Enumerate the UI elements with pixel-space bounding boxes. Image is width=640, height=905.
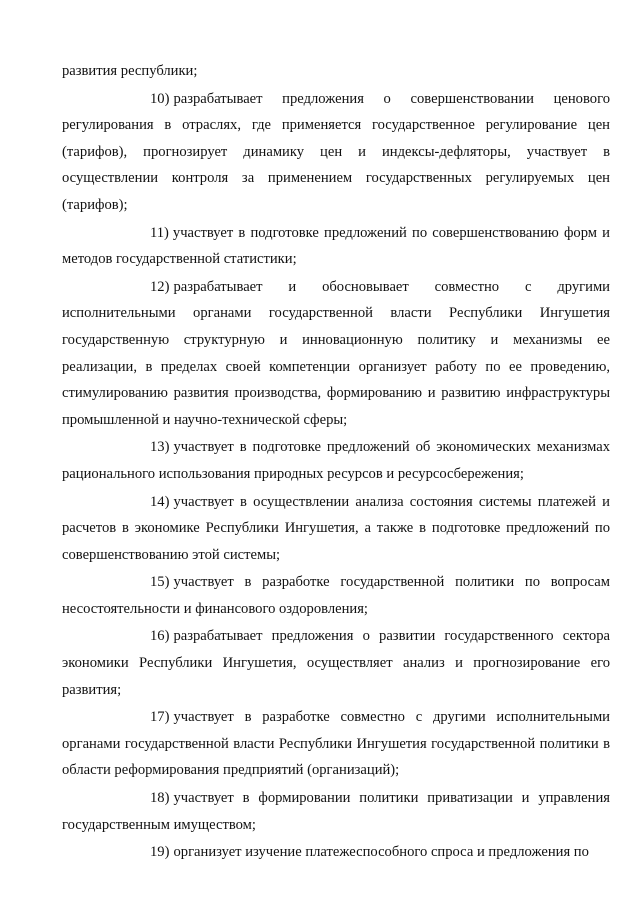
item-number: 13) [150, 439, 170, 456]
item-number: 12) [150, 278, 170, 295]
item-number: 19) [150, 844, 170, 861]
list-item [62, 569, 610, 622]
list-item [62, 220, 610, 273]
item-text: участвует в разработке совместно с другими исполнительными органами государственной власти Республики Ингушетия государственной политики в области реформирования предприятий (организаций); [62, 709, 610, 779]
list-item [62, 434, 610, 487]
item-number: 16) [150, 628, 170, 645]
item-number: 17) [150, 709, 170, 726]
list-item [62, 86, 610, 219]
item-text: участвует в осуществлении анализа состояния системы платежей и расчетов в экономике Республики Ингушетия, а также в подготовке предложений по совершенствованию этой системы; [62, 493, 610, 563]
list-item [62, 274, 610, 434]
item-text: организует изучение платежеспособного спроса и предложения по [173, 844, 589, 861]
item-number: 15) [150, 574, 170, 591]
item-text: разрабатывает предложения о развитии государственного сектора экономики Республики Ингушетия, осуществляет анализ и прогнозирование его развития; [62, 628, 610, 698]
item-number: 10) [150, 90, 170, 107]
item-text: разрабатывает и обосновывает совместно с другими исполнительными органами государственной власти Республики Ингушетия государственную структурную и инновационную политику и механизмы ее реализации, в пределах своей компетенции организует работу по ее проведению, стимулированию развития производства, формированию и развитию инфраструктуры промышленной и научно-технической сферы; [62, 278, 610, 428]
item-text: разрабатывает предложения о совершенствовании ценового регулирования в отраслях, где применяется государственное регулирование цен (тарифов), прогнозирует динамику цен и индексы-дефляторы, участвует в осуществлении контроля за применением государственных регулируемых цен (тарифов); [62, 90, 610, 213]
item-text: участвует в подготовке предложений об экономических механизмах рационального использования природных ресурсов и ресурсосбережения; [62, 439, 610, 482]
continuation-text: развития республики; [62, 63, 198, 79]
item-number: 11) [150, 224, 169, 241]
list-item [62, 785, 610, 838]
document-page [62, 58, 610, 867]
list-item [62, 623, 610, 703]
list-item [62, 489, 610, 569]
item-text: участвует в разработке государственной политики по вопросам несостоятельности и финансового оздоровления; [62, 574, 610, 617]
list-item [62, 704, 610, 784]
list-item [62, 839, 610, 866]
item-text: участвует в подготовке предложений по совершенствованию форм и методов государственной статистики; [62, 224, 610, 268]
item-text: участвует в формировании политики приватизации и управления государственным имуществом; [62, 790, 610, 833]
item-number: 18) [150, 790, 170, 807]
item-number: 14) [150, 493, 170, 510]
